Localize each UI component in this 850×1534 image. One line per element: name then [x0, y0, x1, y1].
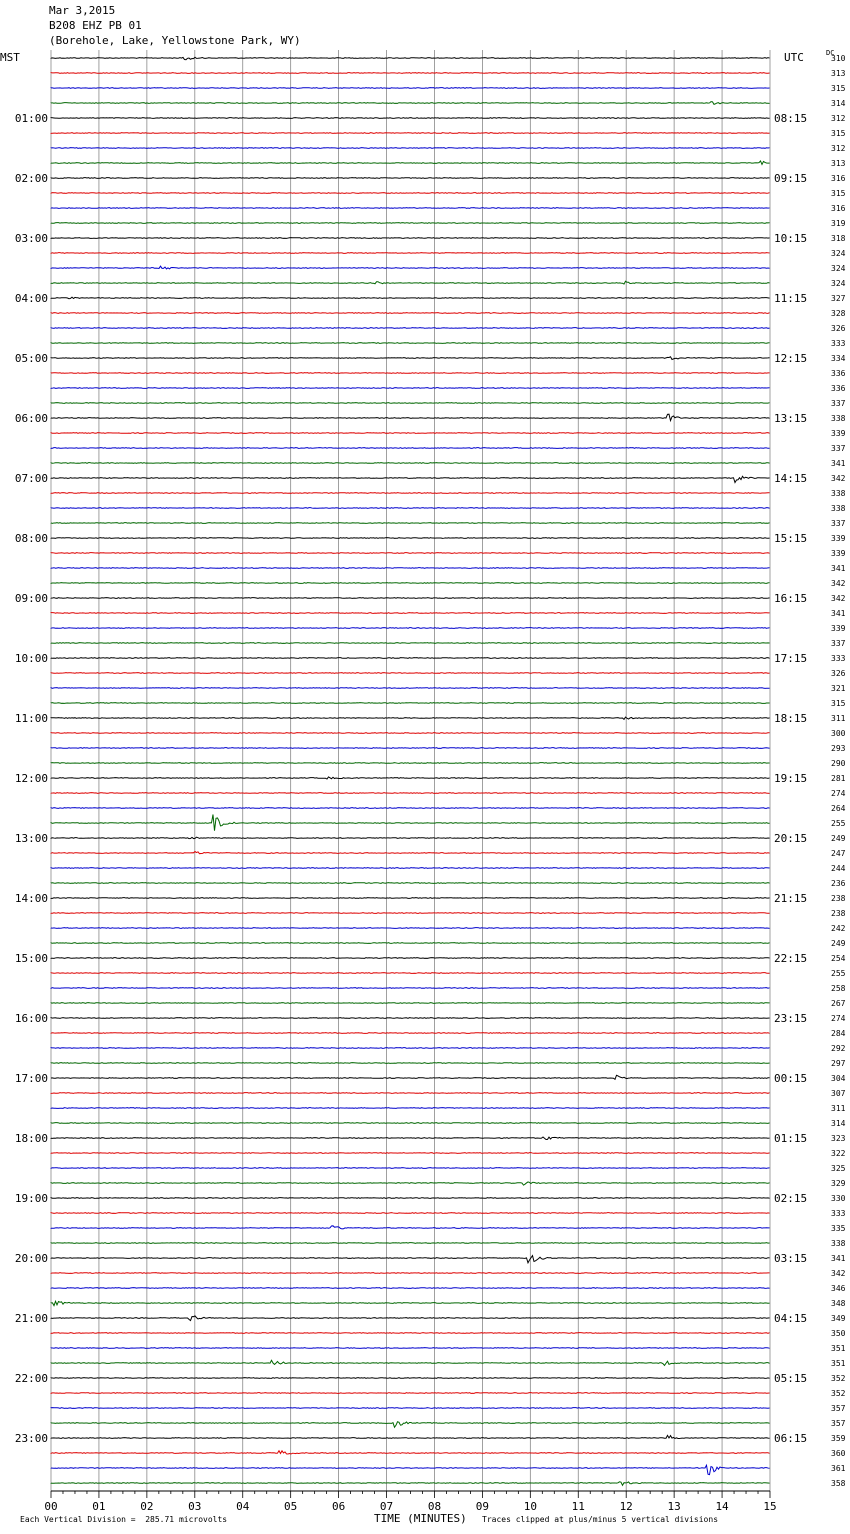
seismic-trace	[51, 628, 770, 629]
dc-offset-label: 338	[831, 1239, 846, 1248]
mst-hour-label: 23:00	[14, 1432, 48, 1445]
seismic-trace	[51, 1482, 770, 1485]
mst-hour-label: 12:00	[14, 772, 48, 785]
x-tick-label: 04	[236, 1500, 250, 1513]
dc-offset-label: 236	[831, 879, 846, 888]
dc-offset-label: 254	[831, 954, 846, 963]
seismic-trace	[51, 868, 770, 869]
seismic-trace	[51, 883, 770, 884]
utc-hour-label: 09:15	[774, 172, 808, 185]
seismic-trace	[51, 1168, 770, 1169]
x-tick-label: 12	[619, 1500, 633, 1513]
dc-offset-label: 311	[831, 714, 846, 723]
mst-hour-label: 15:00	[14, 952, 48, 965]
seismic-trace	[51, 1213, 770, 1214]
utc-hour-label: 13:15	[774, 412, 808, 425]
seismic-trace	[51, 1316, 770, 1321]
dc-offset-label: 249	[831, 834, 846, 843]
mst-hour-label: 02:00	[14, 172, 48, 185]
x-tick-label: 13	[667, 1500, 681, 1513]
dc-offset-label: 281	[831, 774, 846, 783]
dc-offset-label: 339	[831, 624, 846, 633]
dc-offset-label: 255	[831, 969, 846, 978]
seismic-trace	[51, 281, 770, 284]
dc-offset-label: 258	[831, 984, 846, 993]
dc-offset-label: 267	[831, 999, 846, 1008]
dc-offset-label: 316	[831, 174, 846, 183]
seismic-trace	[51, 1093, 770, 1094]
seismic-trace	[51, 133, 770, 134]
x-tick-label: 02	[140, 1500, 154, 1513]
mst-hour-label: 06:00	[14, 412, 48, 425]
seismic-trace	[51, 118, 770, 119]
seismic-trace	[51, 643, 770, 644]
mst-hour-label: 04:00	[14, 292, 48, 305]
dc-offset-label: 335	[831, 1224, 846, 1233]
dc-offset-label: 352	[831, 1389, 846, 1398]
seismic-trace	[51, 1348, 770, 1349]
utc-hour-label: 15:15	[774, 532, 808, 545]
dc-offset-label: 313	[831, 69, 846, 78]
utc-hour-label: 03:15	[774, 1252, 808, 1265]
seismic-trace	[51, 463, 770, 464]
utc-hour-label: 19:15	[774, 772, 808, 785]
seismic-trace	[51, 148, 770, 149]
seismic-trace	[51, 102, 770, 105]
dc-offset-label: 342	[831, 594, 846, 603]
mst-hour-label: 20:00	[14, 1252, 48, 1265]
dc-offset-label: 349	[831, 1314, 846, 1323]
clip-note: Traces clipped at plus/minus 5 vertical divisions	[482, 1515, 719, 1524]
seismic-trace	[51, 898, 770, 899]
station-location: (Borehole, Lake, Yellowstone Park, WY)	[49, 34, 301, 47]
dc-offset-label: 238	[831, 909, 846, 918]
x-tick-label: 15	[763, 1500, 777, 1513]
mst-hour-label: 21:00	[14, 1312, 48, 1325]
dc-offset-label: 313	[831, 159, 846, 168]
dc-offset-label: 292	[831, 1044, 846, 1053]
dc-offset-label: 311	[831, 1104, 846, 1113]
utc-hour-label: 14:15	[774, 472, 808, 485]
seismic-trace	[51, 538, 770, 539]
seismic-trace	[51, 688, 770, 689]
dc-offset-label: 341	[831, 459, 846, 468]
dc-offset-label: 315	[831, 189, 846, 198]
seismic-trace	[51, 1018, 770, 1019]
x-tick-label: 05	[284, 1500, 298, 1513]
x-tick-label: 10	[523, 1500, 537, 1513]
utc-hour-label: 01:15	[774, 1132, 808, 1145]
dc-offset-label: 318	[831, 234, 846, 243]
seismic-trace	[51, 958, 770, 959]
mst-hour-label: 14:00	[14, 892, 48, 905]
seismic-trace	[51, 733, 770, 734]
dc-offset-label: 323	[831, 1134, 846, 1143]
mst-hour-label: 22:00	[14, 1372, 48, 1385]
seismic-trace	[51, 253, 770, 254]
seismic-trace	[51, 88, 770, 89]
dc-offset-label: 329	[831, 1179, 846, 1188]
dc-offset-label: 319	[831, 219, 846, 228]
seismic-trace	[51, 1378, 770, 1379]
utc-hour-label: 02:15	[774, 1192, 808, 1205]
utc-hour-label: 04:15	[774, 1312, 808, 1325]
seismic-trace	[51, 357, 770, 360]
seismic-trace	[51, 1048, 770, 1049]
dc-offset-label: 293	[831, 744, 846, 753]
seismic-trace	[51, 1003, 770, 1004]
dc-offset-label: 339	[831, 549, 846, 558]
seismic-trace	[51, 1360, 770, 1365]
dc-offset-label: 346	[831, 1284, 846, 1293]
utc-hour-label: 18:15	[774, 712, 808, 725]
dc-offset-label: 314	[831, 99, 846, 108]
seismic-trace	[51, 913, 770, 914]
dc-offset-label: 359	[831, 1434, 846, 1443]
seismic-trace	[51, 988, 770, 989]
seismic-trace	[51, 266, 770, 269]
seismic-trace	[51, 1198, 770, 1199]
seismic-trace	[51, 943, 770, 944]
dc-offset-label: 300	[831, 729, 846, 738]
seismic-trace	[51, 73, 770, 74]
dc-offset-label: 337	[831, 399, 846, 408]
dc-offset-label: 338	[831, 414, 846, 423]
seismic-trace	[51, 852, 770, 854]
dc-offset-label: 307	[831, 1089, 846, 1098]
seismic-trace	[51, 1256, 770, 1263]
seismic-trace	[51, 1451, 770, 1454]
scale-note: Each Vertical Division = 285.71 microvolts	[20, 1515, 228, 1524]
dc-offset-label: 338	[831, 489, 846, 498]
seismic-trace	[51, 1243, 770, 1244]
seismic-trace	[51, 717, 770, 719]
dc-offset-label: 315	[831, 84, 846, 93]
seismic-trace	[51, 57, 770, 59]
x-tick-label: 07	[379, 1500, 394, 1513]
dc-offset-label: 341	[831, 1254, 846, 1263]
dc-offset-label: 290	[831, 759, 846, 768]
dc-offset-label: 339	[831, 429, 846, 438]
seismic-trace	[51, 476, 770, 482]
seismic-trace	[51, 343, 770, 344]
mst-hour-label: 10:00	[14, 652, 48, 665]
dc-offset-label: 297	[831, 1059, 846, 1068]
seismic-trace	[51, 178, 770, 179]
seismic-trace	[51, 297, 770, 299]
seismic-trace	[51, 208, 770, 209]
seismic-trace	[51, 414, 770, 420]
utc-hour-label: 10:15	[774, 232, 808, 245]
dc-offset-label: 342	[831, 474, 846, 483]
chart-date: Mar 3,2015	[49, 4, 116, 17]
x-tick-label: 11	[571, 1500, 585, 1513]
dc-offset-label: 337	[831, 519, 846, 528]
seismic-trace	[51, 1408, 770, 1409]
dc-offset-label: 341	[831, 564, 846, 573]
dc-offset-label: 322	[831, 1149, 846, 1158]
dc-offset-label: 315	[831, 129, 846, 138]
x-tick-label: 08	[427, 1500, 442, 1513]
mst-hour-label: 09:00	[14, 592, 48, 605]
dc-offset-label: 326	[831, 669, 846, 678]
dc-offset-label: 328	[831, 309, 846, 318]
seismic-trace	[51, 328, 770, 329]
dc-offset-label: 358	[831, 1479, 846, 1488]
seismic-trace	[51, 808, 770, 809]
mst-hour-label: 17:00	[14, 1072, 48, 1085]
seismic-trace	[51, 793, 770, 794]
dc-offset-label: 342	[831, 1269, 846, 1278]
dc-offset-label: 324	[831, 264, 846, 273]
seismic-trace	[51, 703, 770, 704]
dc-offset-label: 325	[831, 1164, 846, 1173]
dc-offset-label: 330	[831, 1194, 846, 1203]
x-tick-label: 14	[715, 1500, 729, 1513]
dc-offset-label: 348	[831, 1299, 846, 1308]
utc-hour-label: 11:15	[774, 292, 808, 305]
dc-offset-label: 333	[831, 1209, 846, 1218]
dc-offset-label: 360	[831, 1449, 846, 1458]
dc-offset-label: 336	[831, 369, 846, 378]
seismic-trace	[51, 1393, 770, 1394]
seismic-trace	[51, 1182, 770, 1185]
seismic-trace	[51, 1273, 770, 1274]
seismic-trace	[51, 161, 770, 164]
seismic-trace	[51, 1033, 770, 1034]
dc-offset-label: 326	[831, 324, 846, 333]
seismic-trace	[51, 1123, 770, 1124]
x-tick-label: 06	[331, 1500, 346, 1513]
utc-hour-label: 21:15	[774, 892, 808, 905]
utc-hour-label: 06:15	[774, 1432, 808, 1445]
x-tick-label: 00	[44, 1500, 58, 1513]
seismic-trace	[51, 1063, 770, 1064]
seismic-trace	[51, 313, 770, 314]
seismic-trace	[51, 373, 770, 374]
dc-offset-label: 327	[831, 294, 846, 303]
dc-offset-label: 333	[831, 339, 846, 348]
dc-offset-label: 336	[831, 384, 846, 393]
dc-offset-label: 242	[831, 924, 846, 933]
dc-offset-label: 312	[831, 114, 846, 123]
utc-hour-label: 22:15	[774, 952, 808, 965]
seismic-trace	[51, 777, 770, 779]
seismic-trace	[51, 1465, 770, 1474]
seismic-trace	[51, 583, 770, 584]
dc-offset-label: 274	[831, 1014, 846, 1023]
dc-offset-label: 321	[831, 684, 846, 693]
seismic-trace	[51, 1422, 770, 1427]
dc-offset-label: 338	[831, 504, 846, 513]
seismic-trace	[51, 673, 770, 674]
seismic-trace	[51, 523, 770, 524]
dc-offset-label: 357	[831, 1419, 846, 1428]
seismic-trace	[51, 613, 770, 614]
mst-hour-label: 11:00	[14, 712, 48, 725]
seismic-trace	[51, 1301, 770, 1305]
seismic-trace	[51, 433, 770, 434]
mst-hour-label: 08:00	[14, 532, 48, 545]
seismic-trace	[51, 1108, 770, 1109]
dc-offset-label: 337	[831, 444, 846, 453]
dc-offset-label: 304	[831, 1074, 846, 1083]
dc-offset-label: 351	[831, 1359, 846, 1368]
utc-hour-label: 16:15	[774, 592, 808, 605]
seismic-trace	[51, 837, 770, 838]
seismic-trace	[51, 598, 770, 599]
seismic-trace	[51, 493, 770, 494]
seismic-trace	[51, 763, 770, 764]
seismic-trace	[51, 1288, 770, 1289]
seismic-trace	[51, 1435, 770, 1438]
dc-offset-label: 341	[831, 609, 846, 618]
seismic-trace	[51, 1075, 770, 1079]
mst-hour-label: 03:00	[14, 232, 48, 245]
utc-hour-label: 23:15	[774, 1012, 808, 1025]
mst-hour-label: 05:00	[14, 352, 48, 365]
seismic-trace	[51, 748, 770, 749]
mst-hour-label: 01:00	[14, 112, 48, 125]
dc-offset-label: 244	[831, 864, 846, 873]
mst-hour-label: 13:00	[14, 832, 48, 845]
dc-offset-label: 255	[831, 819, 846, 828]
seismic-trace	[51, 1226, 770, 1229]
dc-offset-label: 316	[831, 204, 846, 213]
dc-offset-label: 342	[831, 579, 846, 588]
x-tick-label: 01	[92, 1500, 106, 1513]
dc-header-label: DC	[826, 49, 835, 57]
utc-hour-label: 20:15	[774, 832, 808, 845]
dc-offset-label: 351	[831, 1344, 846, 1353]
dc-offset-label: 357	[831, 1404, 846, 1413]
seismic-trace	[51, 508, 770, 509]
dc-offset-label: 312	[831, 144, 846, 153]
utc-hour-label: 12:15	[774, 352, 808, 365]
dc-offset-label: 314	[831, 1119, 846, 1128]
seismic-trace	[51, 388, 770, 389]
dc-offset-label: 324	[831, 249, 846, 258]
dc-offset-label: 337	[831, 639, 846, 648]
seismic-trace	[51, 448, 770, 449]
station-code: B208 EHZ PB 01	[49, 19, 142, 32]
utc-hour-label: 05:15	[774, 1372, 808, 1385]
utc-axis-label: UTC	[784, 51, 804, 64]
dc-offset-label: 247	[831, 849, 846, 858]
seismic-trace	[51, 658, 770, 659]
utc-hour-label: 08:15	[774, 112, 808, 125]
dc-offset-label: 284	[831, 1029, 846, 1038]
dc-offset-label: 361	[831, 1464, 846, 1473]
seismic-trace	[51, 568, 770, 569]
dc-offset-label: 238	[831, 894, 846, 903]
seismic-trace	[51, 238, 770, 239]
seismic-trace	[51, 553, 770, 554]
dc-offset-label: 352	[831, 1374, 846, 1383]
dc-offset-label: 274	[831, 789, 846, 798]
mst-hour-label: 18:00	[14, 1132, 48, 1145]
dc-offset-label: 350	[831, 1329, 846, 1338]
seismic-trace	[51, 973, 770, 974]
x-axis-title: TIME (MINUTES)	[374, 1512, 467, 1525]
seismic-trace	[51, 223, 770, 224]
seismic-trace	[51, 1153, 770, 1154]
utc-hour-label: 00:15	[774, 1072, 808, 1085]
mst-hour-label: 16:00	[14, 1012, 48, 1025]
mst-axis-label: MST	[0, 51, 20, 64]
seismic-trace	[51, 403, 770, 404]
seismic-trace	[51, 1137, 770, 1139]
dc-offset-label: 264	[831, 804, 846, 813]
label-group	[0, 49, 846, 1513]
trace-group	[51, 57, 770, 1485]
dc-offset-label: 324	[831, 279, 846, 288]
mst-hour-label: 07:00	[14, 472, 48, 485]
dc-offset-label: 315	[831, 699, 846, 708]
x-tick-label: 09	[475, 1500, 490, 1513]
seismic-trace	[51, 815, 770, 831]
seismic-trace	[51, 1333, 770, 1334]
seismic-trace	[51, 928, 770, 929]
grid	[51, 50, 770, 1498]
dc-offset-label: 334	[831, 354, 846, 363]
mst-hour-label: 19:00	[14, 1192, 48, 1205]
x-tick-label: 03	[188, 1500, 202, 1513]
seismic-trace	[51, 193, 770, 194]
dc-offset-label: 333	[831, 654, 846, 663]
utc-hour-label: 17:15	[774, 652, 808, 665]
dc-offset-label: 310	[831, 54, 846, 63]
dc-offset-label: 339	[831, 534, 846, 543]
dc-offset-label: 249	[831, 939, 846, 948]
